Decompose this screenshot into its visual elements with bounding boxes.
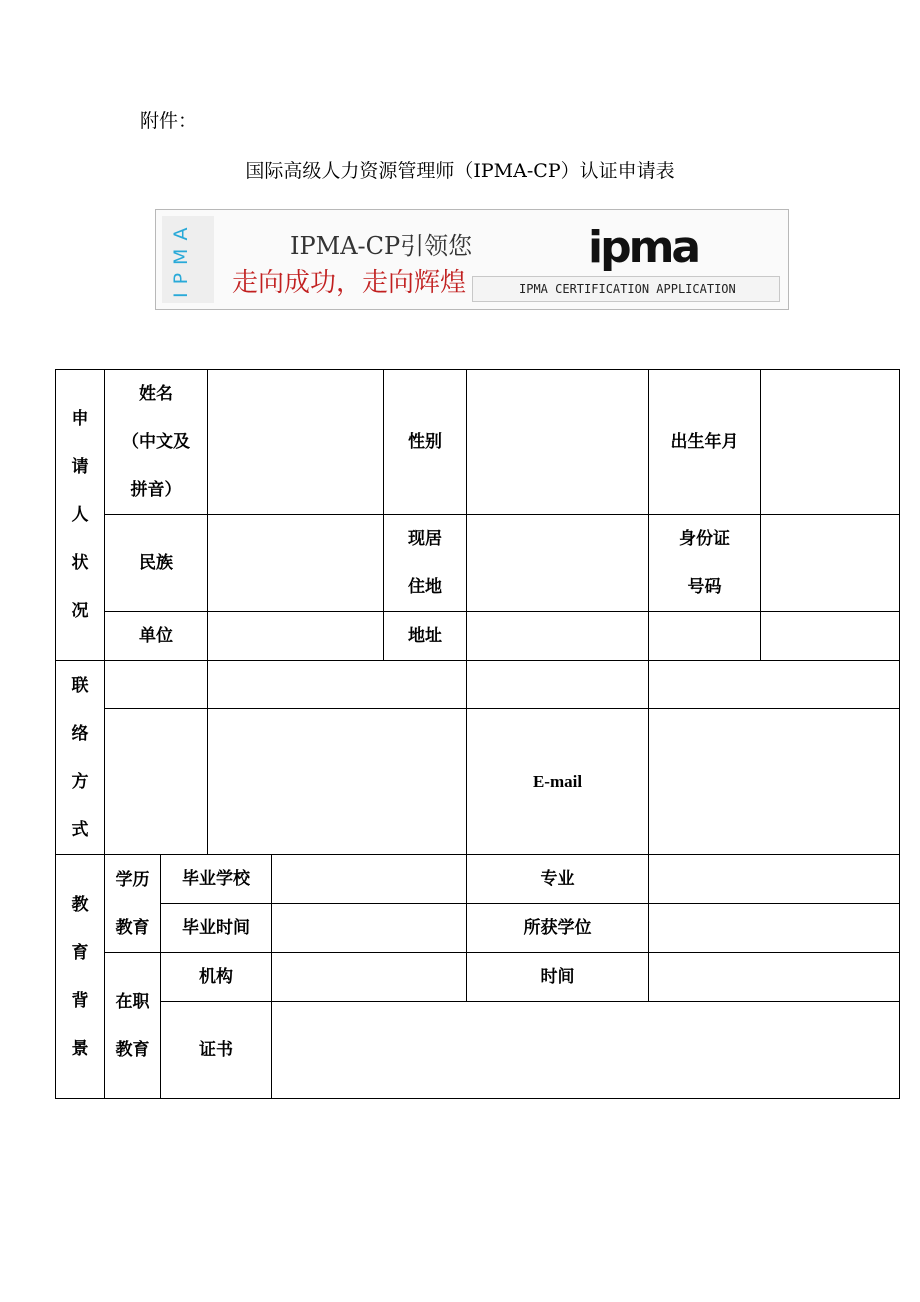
gender-field[interactable] [467, 370, 649, 515]
birth-field[interactable] [761, 370, 900, 515]
gender-label: 性别 [384, 370, 467, 515]
address-extra-cell[interactable] [649, 612, 761, 661]
contact-field-3[interactable] [208, 709, 467, 855]
time-label: 时间 [467, 953, 649, 1002]
contact-field-1[interactable] [208, 661, 467, 709]
banner-side-text: IPMA [170, 219, 192, 298]
banner-slogan-line1: IPMA-CP引领您 [290, 232, 473, 260]
application-form [55, 369, 900, 1099]
residence-field[interactable] [467, 515, 649, 612]
address-label: 地址 [384, 612, 467, 661]
section-contact: 联 络 方 式 [56, 661, 105, 855]
contact-label-3[interactable] [105, 709, 208, 855]
attachment-label: 附件： [140, 110, 198, 132]
certificate-label: 证书 [161, 1002, 272, 1099]
graduation-time-field[interactable] [272, 904, 467, 953]
degree-label: 所获学位 [467, 904, 649, 953]
name-field[interactable] [208, 370, 384, 515]
graduation-time-label: 毕业时间 [161, 904, 272, 953]
contact-field-2[interactable] [649, 661, 900, 709]
unit-field[interactable] [208, 612, 384, 661]
school-label: 毕业学校 [161, 855, 272, 904]
school-field[interactable] [272, 855, 467, 904]
id-number-label: 身份证 号码 [649, 515, 761, 612]
unit-label: 单位 [105, 612, 208, 661]
address-extra-field[interactable] [761, 612, 900, 661]
ethnicity-label: 民族 [105, 515, 208, 612]
ipma-banner [155, 209, 789, 310]
email-label: E-mail [467, 709, 649, 855]
section-education: 教 育 背 景 [56, 855, 105, 1099]
contact-label-2[interactable] [467, 661, 649, 709]
degree-education-label: 学历 教育 [105, 855, 161, 953]
name-label: 姓名 （中文及 拼音） [105, 370, 208, 515]
degree-field[interactable] [649, 904, 900, 953]
birth-label: 出生年月 [649, 370, 761, 515]
institution-field[interactable] [272, 953, 467, 1002]
ipma-logo: ipma [588, 222, 699, 273]
ethnicity-field[interactable] [208, 515, 384, 612]
contact-label-1[interactable] [105, 661, 208, 709]
email-field[interactable] [649, 709, 900, 855]
id-number-field[interactable] [761, 515, 900, 612]
banner-caption: IPMA CERTIFICATION APPLICATION [472, 276, 780, 302]
banner-slogan-line2: 走向成功，走向辉煌 [232, 268, 467, 298]
certificate-field[interactable] [272, 1002, 900, 1099]
major-field[interactable] [649, 855, 900, 904]
time-field[interactable] [649, 953, 900, 1002]
major-label: 专业 [467, 855, 649, 904]
page-title: 国际高级人力资源管理师（IPMA-CP）认证申请表 [245, 160, 675, 182]
residence-label: 现居 住地 [384, 515, 467, 612]
onjob-education-label: 在职 教育 [105, 953, 161, 1099]
institution-label: 机构 [161, 953, 272, 1002]
address-field[interactable] [467, 612, 649, 661]
section-applicant: 申 请 人 状 况 [56, 370, 105, 661]
